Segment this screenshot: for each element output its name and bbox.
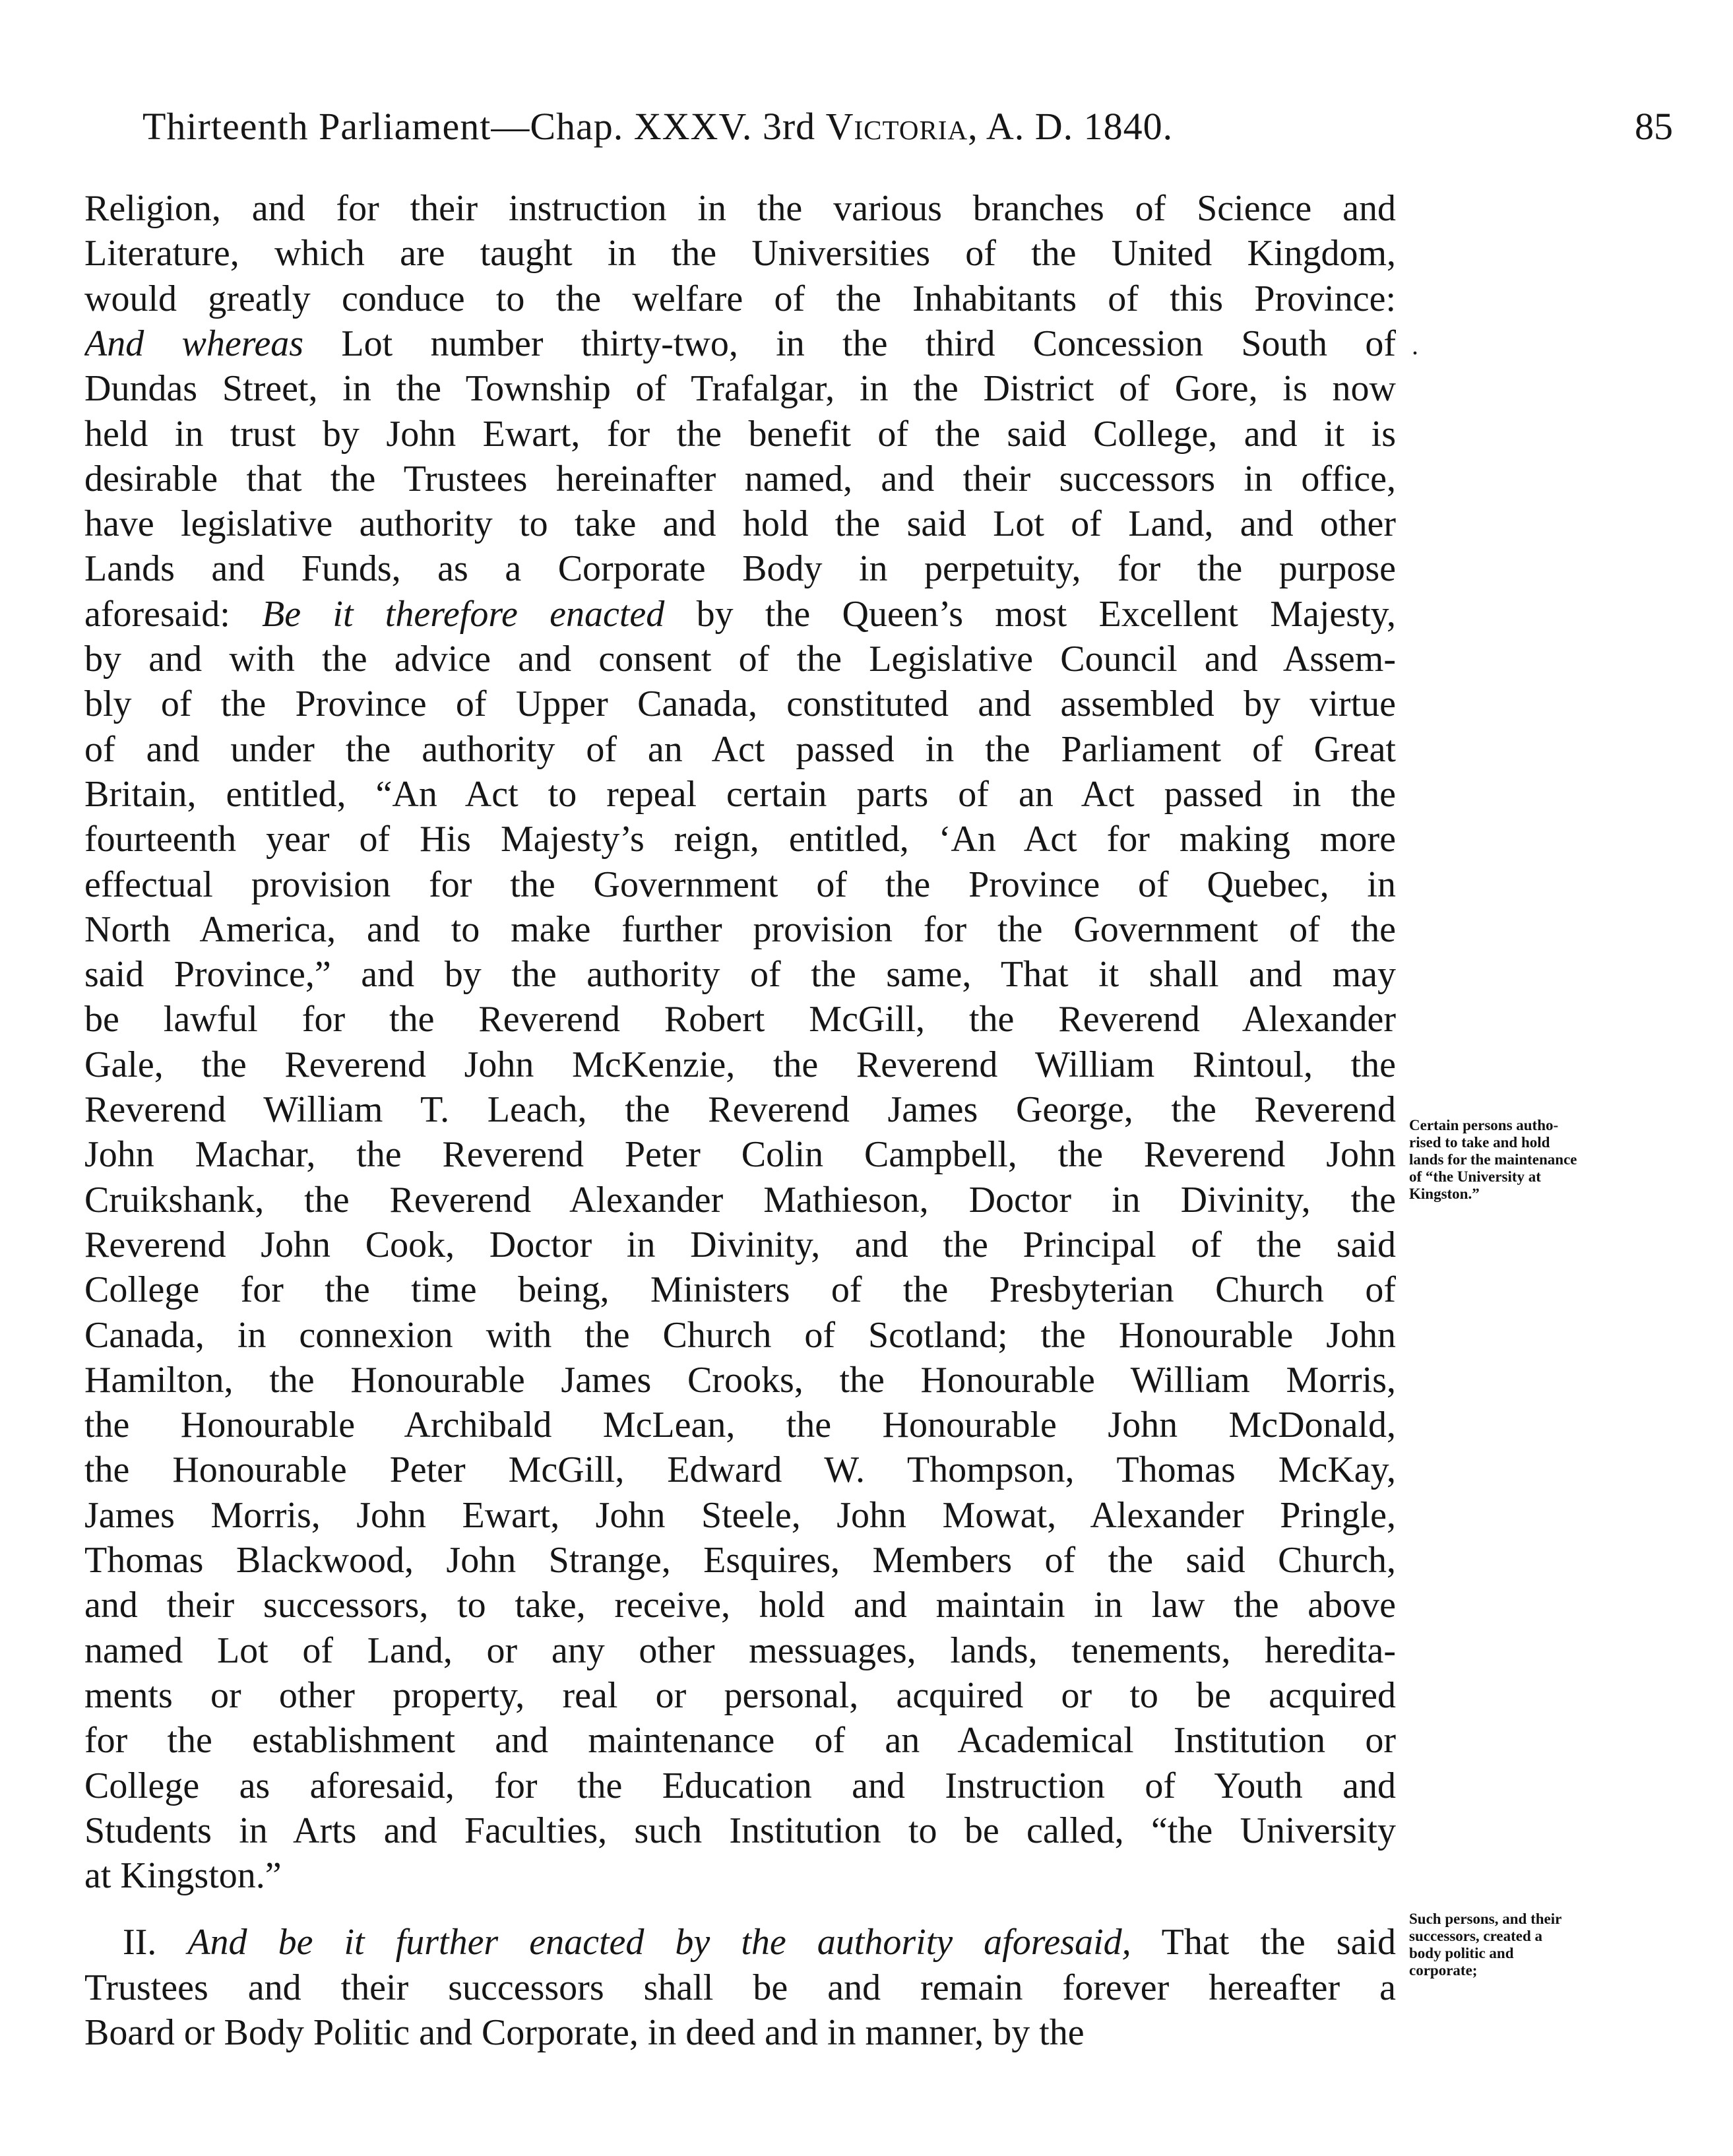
page-number: 85 bbox=[1635, 105, 1673, 148]
text-segment: That the said bbox=[1131, 1922, 1396, 1963]
text-line bbox=[84, 321, 1396, 366]
text-line: the Honourable Peter McGill, Edward W. Thompson, Thomas McKay, bbox=[84, 1449, 1396, 1491]
text-line: John Machar, the Reverend Peter Colin Campbell, the Reverend John bbox=[84, 1134, 1396, 1176]
text-line: Hamilton, the Honourable James Crooks, the Honourable William Morris, bbox=[84, 1359, 1396, 1401]
text-line: named Lot of Land, or any other messuages, lands, tenements, heredita- bbox=[84, 1630, 1396, 1671]
running-head-text-before: Thirteenth Parliament—Chap. XXXV. 3rd bbox=[142, 105, 826, 148]
text-line: effectual provision for the Government of the Province of Quebec, in bbox=[84, 864, 1396, 905]
text-line: have legislative authority to take and hold the said Lot of Land, and other bbox=[84, 503, 1396, 545]
text-line: of and under the authority of an Act passed in the Parliament of Great bbox=[84, 728, 1396, 770]
text-line: at Kingston.” bbox=[84, 1855, 282, 1897]
text-line: Students in Arts and Faculties, such Institution to be called, “the University bbox=[84, 1810, 1396, 1851]
text-line: Lands and Funds, as a Corporate Body in perpetuity, for the purpose bbox=[84, 548, 1396, 590]
text-line bbox=[123, 1920, 1396, 1965]
text-line bbox=[84, 592, 1396, 637]
running-head-small-caps: Victoria bbox=[825, 105, 968, 148]
text-segment: And be it further enacted by the authority aforesaid, bbox=[187, 1922, 1131, 1963]
text-line: Religion, and for their instruction in the various branches of Science and bbox=[84, 188, 1396, 229]
text-line: the Honourable Archibald McLean, the Honourable John McDonald, bbox=[84, 1405, 1396, 1446]
text-line: desirable that the Trustees hereinafter named, and their successors in office, bbox=[84, 458, 1396, 499]
text-segment: And whereas bbox=[84, 323, 304, 364]
text-line: Cruikshank, the Reverend Alexander Mathieson, Doctor in Divinity, the bbox=[84, 1179, 1396, 1221]
text-line: bly of the Province of Upper Canada, constituted and assembled by virtue bbox=[84, 683, 1396, 725]
running-head-text-after: , A. D. 1840. bbox=[968, 105, 1174, 148]
text-line: College as aforesaid, for the Education and Instruction of Youth and bbox=[84, 1765, 1396, 1806]
text-line: James Morris, John Ewart, John Steele, John Mowat, Alexander Pringle, bbox=[84, 1494, 1396, 1536]
text-line: and their successors, to take, receive, hold and maintain in law the above bbox=[84, 1585, 1396, 1626]
text-line: fourteenth year of His Majesty’s reign, entitled, ‘An Act for making more bbox=[84, 819, 1396, 860]
text-line: be lawful for the Reverend Robert McGill, the Reverend Alexander bbox=[84, 999, 1396, 1040]
text-line: would greatly conduce to the welfare of the Inhabitants of this Province: bbox=[84, 278, 1396, 319]
text-line: said Province,” and by the authority of the same, That it shall and may bbox=[84, 954, 1396, 996]
text-line: Britain, entitled, “An Act to repeal certain parts of an Act passed in the bbox=[84, 773, 1396, 815]
text-segment: Lot number thirty-two, in the third Concession South of bbox=[303, 323, 1396, 364]
text-segment: Be it therefore enacted bbox=[262, 593, 665, 635]
text-line: Dundas Street, in the Township of Trafalgar, in the District of Gore, is now bbox=[84, 368, 1396, 410]
text-line: held in trust by John Ewart, for the benefit of the said College, and it is bbox=[84, 413, 1396, 455]
text-line: Literature, which are taught in the Universities of the United Kingdom, bbox=[84, 233, 1396, 274]
text-line: Reverend John Cook, Doctor in Divinity, and the Principal of the said bbox=[84, 1224, 1396, 1265]
text-line: for the establishment and maintenance of an Academical Institution or bbox=[84, 1720, 1396, 1761]
text-line: Thomas Blackwood, John Strange, Esquires, Members of the said Church, bbox=[84, 1540, 1396, 1581]
margin-note-2: Such persons, and their successors, created a body politic and corporate; bbox=[1409, 1911, 1562, 1979]
text-segment: by the Queen’s most Excellent Majesty, bbox=[664, 593, 1396, 635]
running-head bbox=[142, 104, 1173, 148]
text-segment: II. bbox=[123, 1922, 188, 1963]
text-line: College for the time being, Ministers of the Presbyterian Church of bbox=[84, 1269, 1396, 1311]
text-line: Board or Body Politic and Corporate, in deed and in manner, by the bbox=[84, 2012, 1085, 2053]
text-line: ments or other property, real or personal, acquired or to be acquired bbox=[84, 1674, 1396, 1716]
text-line: North America, and to make further provision for the Government of the bbox=[84, 908, 1396, 950]
text-line: Trustees and their successors shall be and remain forever hereafter a bbox=[84, 1967, 1396, 2008]
margin-note-1: Certain persons autho- rised to take and hold lands for the maintenance of “the University at Kingston.” bbox=[1409, 1117, 1577, 1202]
stray-mark: . bbox=[1412, 331, 1418, 360]
text-segment: aforesaid: bbox=[84, 593, 263, 635]
text-line: Reverend William T. Leach, the Reverend James George, the Reverend bbox=[84, 1089, 1396, 1130]
text-line: Canada, in connexion with the Church of Scotland; the Honourable John bbox=[84, 1314, 1396, 1356]
text-line: Gale, the Reverend John McKenzie, the Reverend William Rintoul, the bbox=[84, 1044, 1396, 1085]
text-line: by and with the advice and consent of the Legislative Council and Assem- bbox=[84, 639, 1396, 680]
